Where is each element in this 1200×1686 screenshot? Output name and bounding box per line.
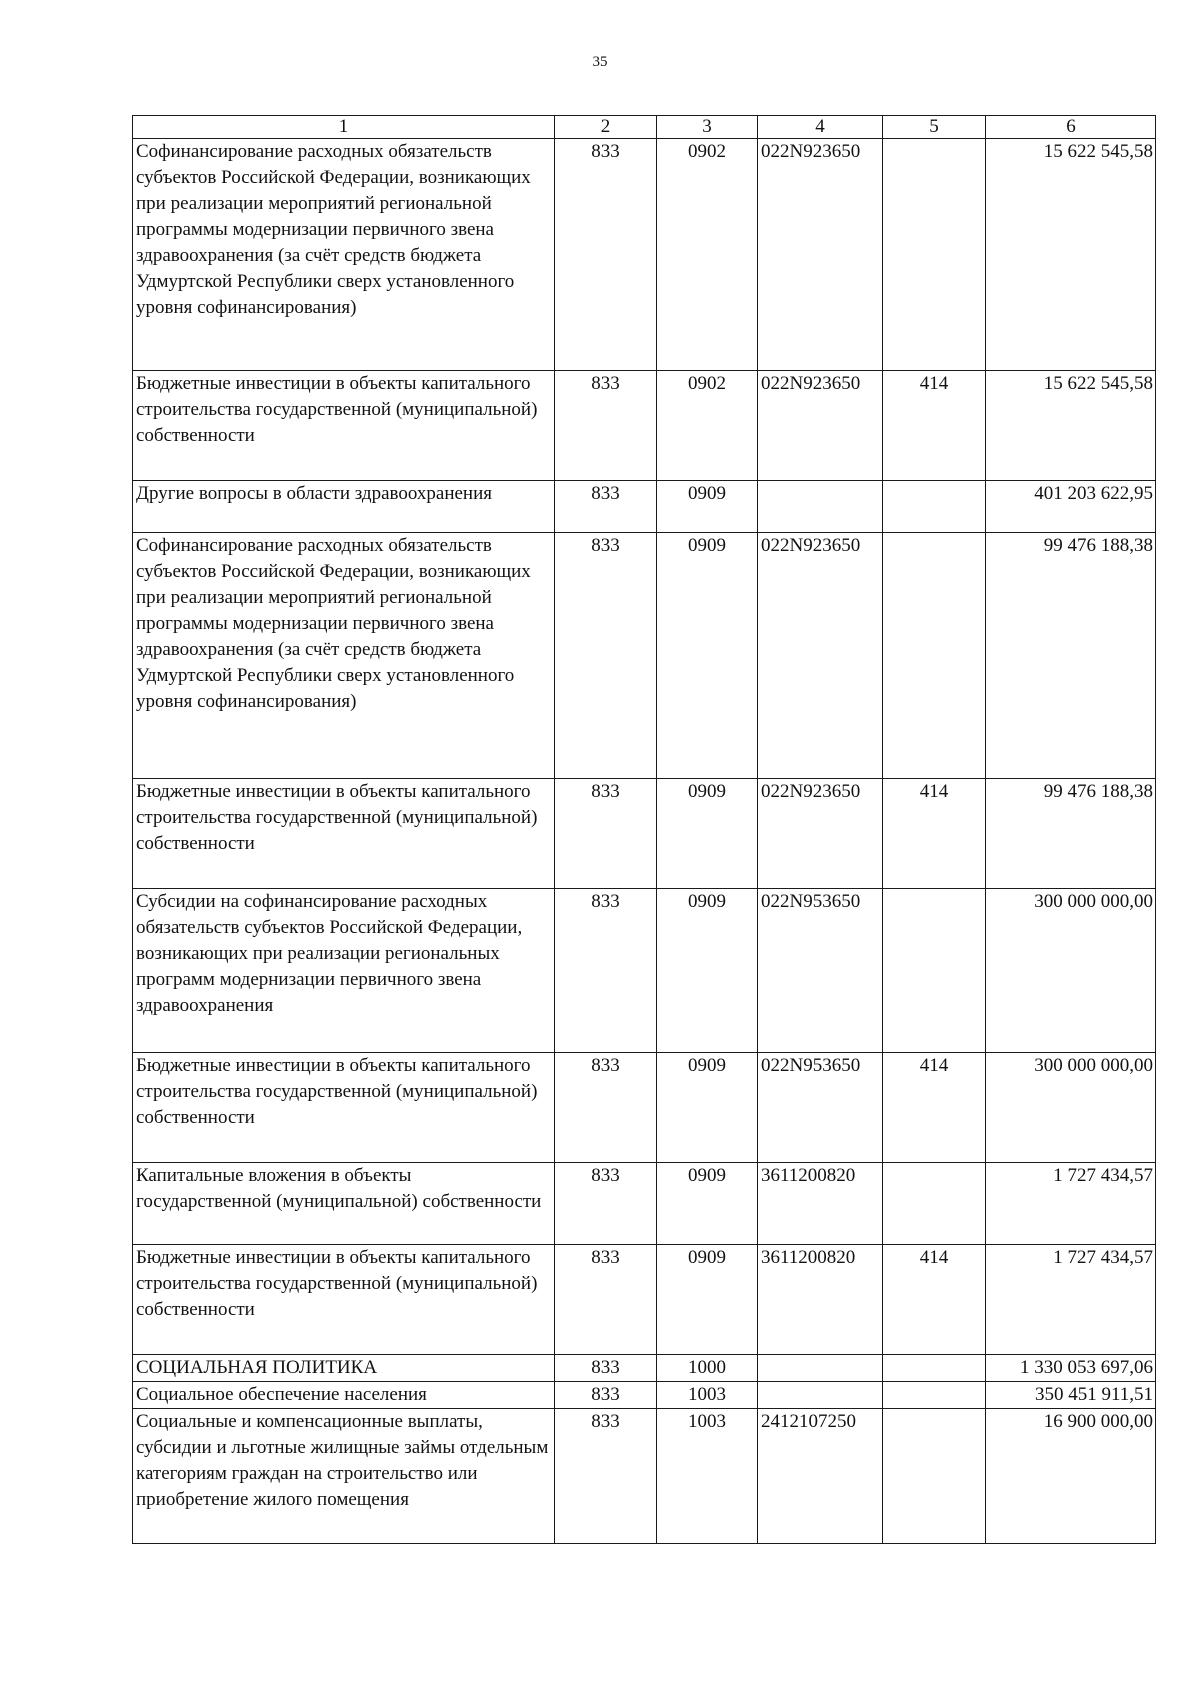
target-cell [758,1355,883,1382]
name-cell: Софинансирование расходных обязательств субъектов Российской Федерации, возникающих при реализации мероприятий региональной программы модернизации первичного звена здравоохранения (за счёт средств бюджета Удмуртской Республики сверх установленного уровня софинансирования) [133,139,555,371]
amount-cell: 15 622 545,58 [986,139,1156,371]
section-cell: 0909 [657,889,758,1053]
name-cell: Бюджетные инвестиции в объекты капитального строительства государственной (муниципальной) собственности [133,1245,555,1355]
type-cell [883,1163,986,1245]
target-cell: 022N923650 [758,533,883,779]
section-cell: 0909 [657,779,758,889]
amount-cell: 1 727 434,57 [986,1245,1156,1355]
header-cell: 3 [657,116,758,139]
target-cell: 3611200820 [758,1245,883,1355]
page-number: 35 [592,54,608,70]
amount-cell: 300 000 000,00 [986,1053,1156,1163]
target-cell: 022N923650 [758,779,883,889]
section-cell: 1000 [657,1355,758,1382]
amount-cell: 300 000 000,00 [986,889,1156,1053]
name-cell: Софинансирование расходных обязательств субъектов Российской Федерации, возникающих при реализации мероприятий региональной программы модернизации первичного звена здравоохранения (за счёт средств бюджета Удмуртской Республики сверх установленного уровня софинансирования) [133,533,555,779]
name-cell: Субсидии на софинансирование расходных обязательств субъектов Российской Федерации, возникающих при реализации региональных программ модернизации первичного звена здравоохранения [133,889,555,1053]
target-cell: 3611200820 [758,1163,883,1245]
section-cell: 0909 [657,1053,758,1163]
target-cell: 2412107250 [758,1409,883,1544]
name-cell: Капитальные вложения в объекты государственной (муниципальной) собственности [133,1163,555,1245]
table-row [133,1355,1156,1382]
type-cell: 414 [883,371,986,481]
amount-cell: 16 900 000,00 [986,1409,1156,1544]
amount-cell: 350 451 911,51 [986,1382,1156,1409]
code-cell: 833 [555,1409,657,1544]
section-cell: 0909 [657,481,758,533]
code-cell: 833 [555,1355,657,1382]
table-row [133,1245,1156,1355]
code-cell: 833 [555,533,657,779]
section-cell: 1003 [657,1409,758,1544]
type-cell [883,1382,986,1409]
type-cell [883,1409,986,1544]
type-cell [883,1355,986,1382]
header-cell: 2 [555,116,657,139]
code-cell: 833 [555,1163,657,1245]
code-cell: 833 [555,1382,657,1409]
table-row [133,1053,1156,1163]
name-cell: Социальные и компенсационные выплаты, субсидии и льготные жилищные займы отдельным категориям граждан на строительство или приобретение жилого помещения [133,1409,555,1544]
type-cell [883,139,986,371]
amount-cell: 15 622 545,58 [986,371,1156,481]
table-row [133,481,1156,533]
section-cell: 0909 [657,1245,758,1355]
target-cell: 022N953650 [758,889,883,1053]
amount-cell: 1 727 434,57 [986,1163,1156,1245]
table-row [133,371,1156,481]
header-cell: 5 [883,116,986,139]
type-cell: 414 [883,1245,986,1355]
table-row [133,1163,1156,1245]
type-cell: 414 [883,1053,986,1163]
type-cell: 414 [883,779,986,889]
name-cell: Бюджетные инвестиции в объекты капитального строительства государственной (муниципальной) собственности [133,779,555,889]
target-cell [758,1382,883,1409]
code-cell: 833 [555,779,657,889]
target-cell: 022N953650 [758,1053,883,1163]
name-cell: Другие вопросы в области здравоохранения [133,481,555,533]
type-cell [883,481,986,533]
header-cell: 6 [986,116,1156,139]
table-row [133,779,1156,889]
code-cell: 833 [555,371,657,481]
table-row [133,1409,1156,1544]
name-cell: Социальное обеспечение населения [133,1382,555,1409]
table-header-row [133,116,1156,139]
name-cell: Бюджетные инвестиции в объекты капитального строительства государственной (муниципальной) собственности [133,1053,555,1163]
amount-cell: 99 476 188,38 [986,779,1156,889]
table-row [133,139,1156,371]
section-cell: 0902 [657,371,758,481]
target-cell [758,481,883,533]
section-cell: 0909 [657,1163,758,1245]
table-row [133,533,1156,779]
header-cell: 4 [758,116,883,139]
code-cell: 833 [555,139,657,371]
section-cell: 0902 [657,139,758,371]
table-row [133,1382,1156,1409]
budget-table [132,115,1156,1544]
type-cell [883,889,986,1053]
name-cell: СОЦИАЛЬНАЯ ПОЛИТИКА [133,1355,555,1382]
name-cell: Бюджетные инвестиции в объекты капитального строительства государственной (муниципальной) собственности [133,371,555,481]
target-cell: 022N923650 [758,139,883,371]
target-cell: 022N923650 [758,371,883,481]
table-row [133,889,1156,1053]
amount-cell: 99 476 188,38 [986,533,1156,779]
code-cell: 833 [555,481,657,533]
code-cell: 833 [555,889,657,1053]
amount-cell: 401 203 622,95 [986,481,1156,533]
header-cell: 1 [133,116,555,139]
section-cell: 1003 [657,1382,758,1409]
section-cell: 0909 [657,533,758,779]
code-cell: 833 [555,1053,657,1163]
type-cell [883,533,986,779]
code-cell: 833 [555,1245,657,1355]
amount-cell: 1 330 053 697,06 [986,1355,1156,1382]
